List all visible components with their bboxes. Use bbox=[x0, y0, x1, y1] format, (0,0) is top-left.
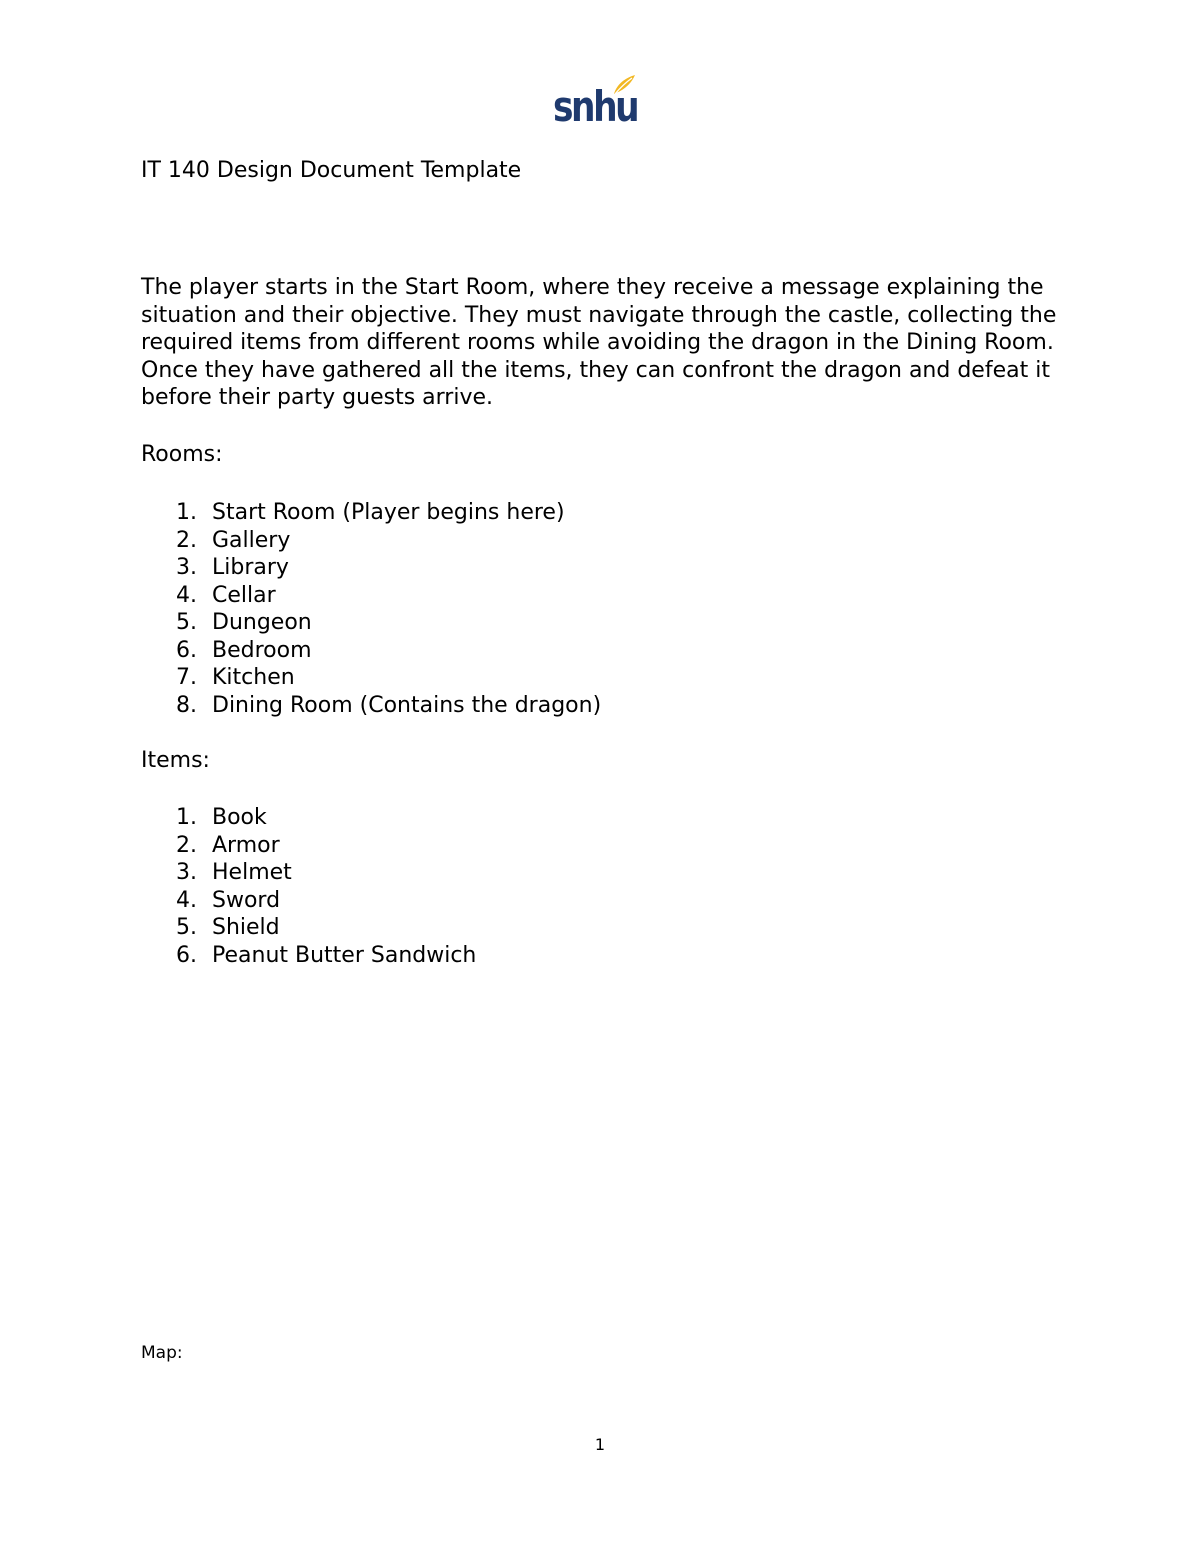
list-item-text: Book bbox=[212, 805, 267, 830]
list-item bbox=[141, 527, 601, 555]
list-item-text: Sword bbox=[212, 887, 281, 913]
list-item bbox=[141, 554, 601, 582]
list-item-text: Cellar bbox=[212, 582, 276, 608]
items-heading: Items: bbox=[141, 748, 210, 773]
list-item bbox=[141, 664, 601, 692]
list-item bbox=[141, 637, 601, 665]
list-number: 4. bbox=[176, 582, 197, 608]
list-item bbox=[141, 609, 601, 637]
list-item-text: Library bbox=[212, 555, 289, 580]
page-number: 1 bbox=[594, 1435, 606, 1454]
list-number: 2. bbox=[176, 527, 197, 553]
list-item-text: Peanut Butter Sandwich bbox=[212, 942, 477, 968]
list-item bbox=[141, 692, 601, 720]
list-number: 3. bbox=[176, 860, 197, 885]
list-item bbox=[141, 859, 476, 887]
list-item bbox=[141, 832, 476, 860]
list-item-text: Start Room (Player begins here) bbox=[212, 500, 565, 525]
list-item-text: Helmet bbox=[212, 860, 292, 885]
list-number: 8. bbox=[176, 692, 197, 718]
list-number: 7. bbox=[176, 665, 197, 690]
page-title: IT 140 Design Document Template bbox=[141, 158, 522, 183]
list-number: 6. bbox=[176, 637, 197, 663]
map-label: Map: bbox=[141, 1343, 183, 1363]
logo-wordmark: snhu bbox=[553, 82, 638, 131]
list-item bbox=[141, 887, 476, 915]
list-number: 5. bbox=[176, 915, 197, 940]
list-item-text: Bedroom bbox=[212, 637, 312, 663]
list-number: 1. bbox=[176, 500, 197, 525]
intro-paragraph: The player starts in the Start Room, where they receive a message explaining the situation and their objective. They must navigate through the castle, collecting the required items from different rooms while avoiding the dragon in the Dining Room. Once they have gathered all the items, they can confront the dragon and defeat it before their party guests arrive. bbox=[141, 275, 1057, 410]
rooms-heading: Rooms: bbox=[141, 442, 223, 467]
list-item bbox=[141, 914, 476, 942]
list-number: 5. bbox=[176, 610, 197, 635]
list-item-text: Dining Room (Contains the dragon) bbox=[212, 692, 602, 718]
list-item-text: Dungeon bbox=[212, 610, 312, 635]
rooms-list bbox=[141, 499, 601, 719]
list-item-text: Armor bbox=[212, 832, 280, 858]
list-item bbox=[141, 499, 601, 527]
list-item-text: Gallery bbox=[212, 527, 291, 553]
list-item bbox=[141, 582, 601, 610]
list-item bbox=[141, 804, 476, 832]
items-list bbox=[141, 804, 476, 969]
list-number: 3. bbox=[176, 555, 197, 580]
list-number: 6. bbox=[176, 942, 197, 968]
list-number: 2. bbox=[176, 832, 197, 858]
snhu-logo bbox=[553, 72, 643, 134]
list-item bbox=[141, 942, 476, 970]
list-item-text: Kitchen bbox=[212, 665, 295, 690]
list-number: 4. bbox=[176, 887, 197, 913]
list-item-text: Shield bbox=[212, 915, 280, 940]
list-number: 1. bbox=[176, 805, 197, 830]
